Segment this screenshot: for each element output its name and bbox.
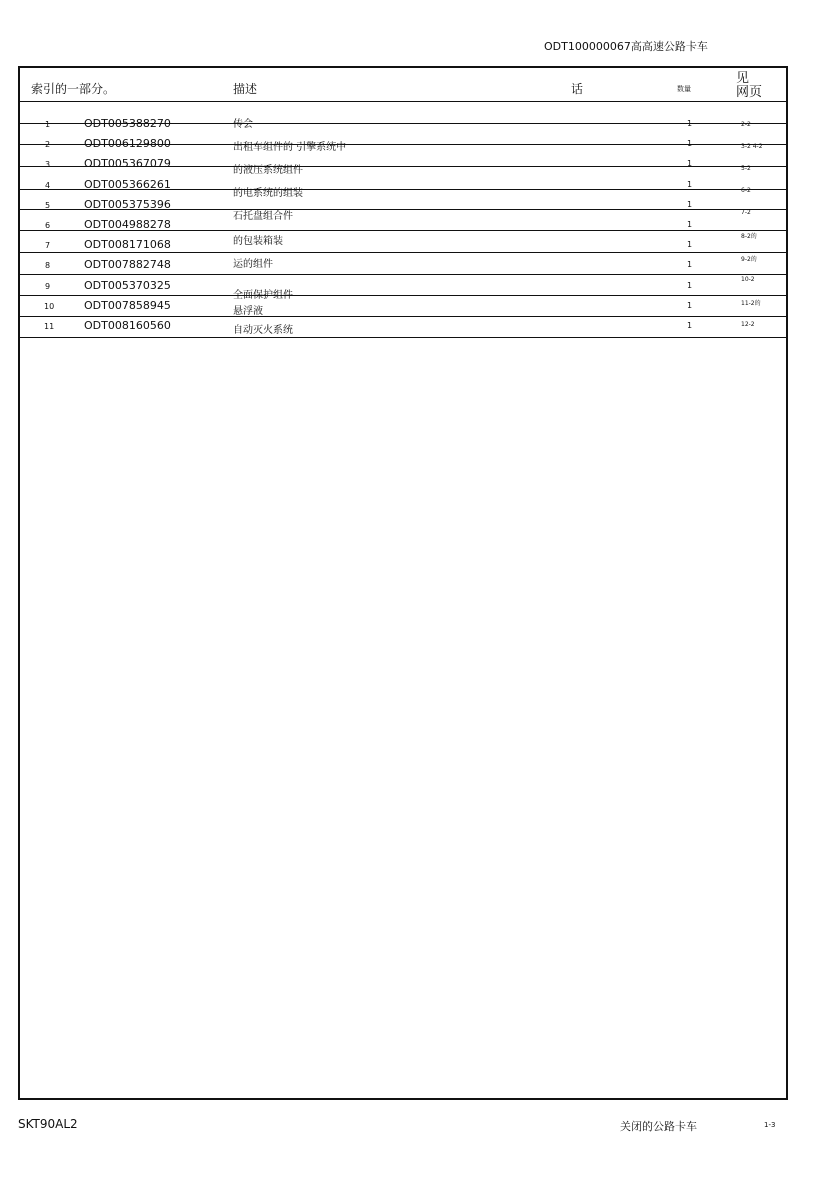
see-page-value: 6-2 [741,187,751,194]
row-number: 4 [45,180,51,190]
header-divider [20,101,786,102]
description-text: 的电系统的组装 [233,188,303,199]
column-header-call: 话 [571,82,584,96]
description-text: 悬浮液 [233,306,263,317]
quantity-value: 1 [687,321,693,330]
footer-model: SKT90AL2 [18,1117,78,1131]
part-number: ODT007882748 [84,258,171,272]
part-number: ODT007858945 [84,298,171,312]
part-number: ODT008171068 [84,238,171,252]
part-number: ODT008160560 [84,319,171,332]
footer-section: 关闭的公路卡车 [620,1120,697,1133]
description-text: 的液压系统组件 [233,165,303,176]
column-header-description: 描述 [233,82,258,96]
quantity-value: 1 [687,300,693,310]
quantity-value: 1 [687,260,693,270]
row-number: 10 [44,301,55,311]
row-number: 3 [45,160,51,170]
see-page-value: 10-2 [741,276,755,283]
quantity-value: 1 [687,220,693,229]
row-divider [20,252,786,253]
description-text: 运的组件 [233,259,273,270]
row-divider [20,295,786,296]
row-number: 9 [45,281,51,291]
footer-page-number: 1-3 [764,1121,776,1129]
part-number: ODT005375396 [84,197,171,211]
see-page-value: 11-2的 [741,300,761,307]
description-text: 传会 [233,119,253,130]
row-number: 2 [45,140,51,150]
see-page-value: 7-2 [741,209,751,216]
see-page-value: 2-2 [741,121,751,128]
quantity-value: 1 [687,139,693,149]
description-text: 自动灭火系统 [233,325,293,336]
row-number: 11 [44,322,55,331]
row-number: 7 [45,241,51,251]
quantity-value: 1 [687,240,693,250]
see-page-value: 9-2的 [741,256,757,263]
description-text: 的包装箱装 [233,236,283,247]
part-number: ODT005366261 [84,177,171,191]
row-divider [20,337,786,338]
document-title: ODT100000067高高速公路卡车 [544,40,708,53]
row-divider [20,316,786,317]
part-number: ODT005367079 [84,157,171,171]
row-number: 6 [45,221,51,230]
parts-table [18,66,788,1100]
see-page-value: 3-2 4-2 [741,143,763,150]
description-text: 出租车组件的 引擎系统中 [233,142,347,153]
part-number: ODT006129800 [84,137,171,151]
quantity-value: 1 [687,280,693,290]
part-number: ODT005370325 [84,278,171,292]
row-number: 5 [45,200,51,210]
see-page-value: 8-2的 [741,233,757,240]
column-header-quantity: 数量 [677,85,691,93]
quantity-value: 1 [687,119,693,128]
column-header-index-part: 索引的一部分。 [31,82,116,96]
part-number: ODT004988278 [84,218,171,231]
quantity-value: 1 [687,179,693,189]
see-page-value: 5-2 [741,165,751,172]
quantity-value: 1 [687,199,693,209]
row-number: 1 [45,120,51,129]
see-page-line-1: 见 [736,71,750,86]
quantity-value: 1 [687,159,693,169]
description-text: 全面保护组件 [233,290,293,301]
see-page-line-2: 网页 [736,85,763,100]
see-page-value: 12-2 [741,321,755,328]
part-number: ODT005388270 [84,117,171,130]
row-divider [20,274,786,275]
column-header-see-page [736,72,766,100]
row-number: 8 [45,261,51,271]
description-text: 石托盘组合件 [233,211,293,222]
